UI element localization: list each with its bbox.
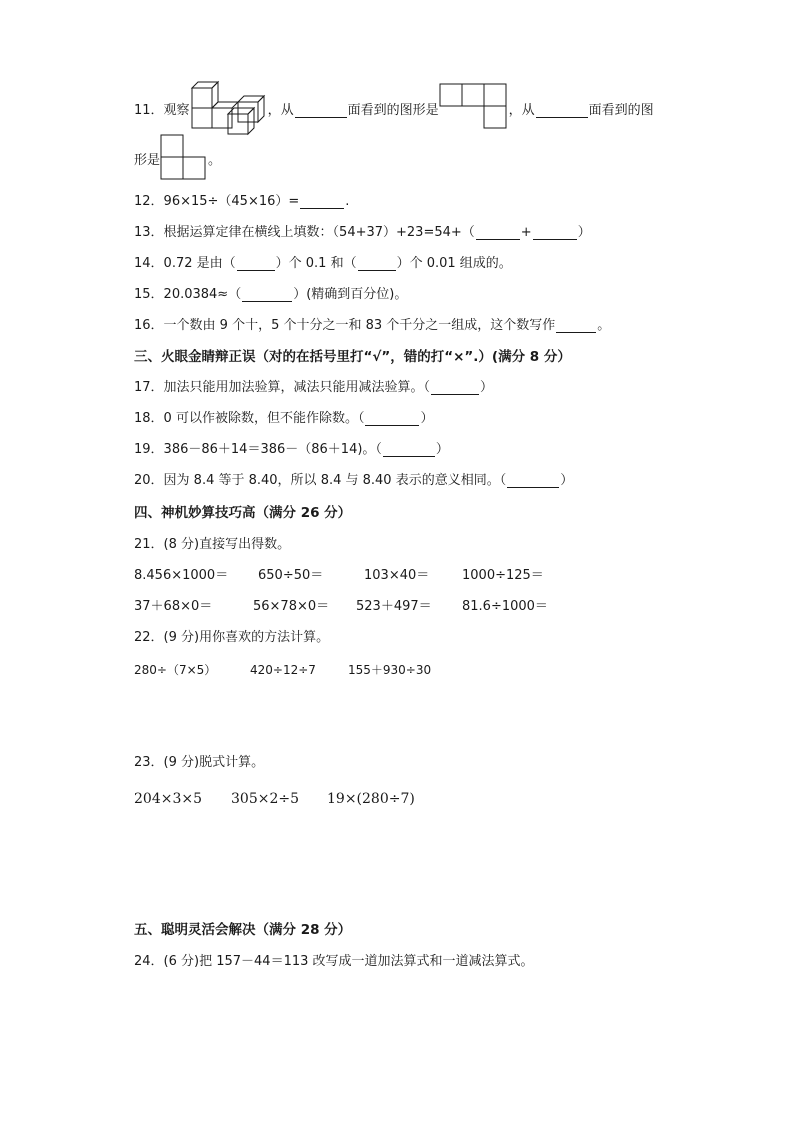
- q13-end: ）: [577, 225, 591, 240]
- q12-blank[interactable]: [300, 196, 344, 209]
- q16-blank[interactable]: [556, 320, 596, 333]
- q17-part-1: 17．加法只能用加法验算，减法只能用减法验算。（: [134, 380, 431, 395]
- q13-blank-2[interactable]: [533, 227, 577, 240]
- question-18: [134, 410, 433, 429]
- q14-part-3: ）个 0.01 组成的。: [396, 256, 512, 271]
- q14-blank-1[interactable]: [237, 258, 275, 271]
- q12-end: .: [345, 194, 350, 209]
- q20-part-2: ）: [560, 473, 574, 488]
- q21-item-5: 37＋68×0＝: [134, 599, 213, 614]
- q13-blank-1[interactable]: [476, 227, 520, 240]
- section-3-heading: 三、火眼金睛辩正误（对的在括号里打“√”，错的打“×”.）(满分 8 分）: [134, 349, 571, 365]
- section-4-heading: 四、神机妙算技巧高（满分 26 分）: [134, 505, 352, 521]
- cube-stack-figure: [190, 80, 268, 142]
- section-5-heading: 五、聪明灵活会解决（满分 28 分）: [134, 922, 352, 938]
- q17-blank[interactable]: [431, 382, 479, 395]
- q16-part-1: 16．一个数由 9 个十，5 个十分之一和 83 个千分之一组成，这个数写作: [134, 318, 556, 333]
- q11-line2-prefix: 形是: [134, 153, 161, 168]
- q12-text: 12．96×15÷（45×16）=: [134, 194, 300, 209]
- q22-item-3: 155＋930÷30: [348, 663, 432, 677]
- q21-item-4: 1000÷125＝: [462, 568, 544, 583]
- q11-blank-2[interactable]: [536, 105, 588, 118]
- q21-item-1: 8.456×1000＝: [134, 568, 229, 583]
- q20-part-1: 20．因为 8.4 等于 8.40，所以 8.4 与 8.40 表示的意义相同。（: [134, 473, 507, 488]
- q11-observe: 观察: [163, 103, 190, 118]
- q13-plus: +: [520, 225, 532, 240]
- q14-part-2: ）个 0.1 和（: [275, 256, 357, 271]
- q22-item-1: 280÷（7×5）: [134, 663, 217, 677]
- q21-item-8: 81.6÷1000＝: [462, 599, 548, 614]
- q21-item-7: 523＋497＝: [356, 599, 432, 614]
- q20-blank[interactable]: [507, 475, 559, 488]
- q18-blank[interactable]: [365, 413, 419, 426]
- q18-part-1: 18．0 可以作被除数，但不能作除数。（: [134, 411, 365, 426]
- question-16: [134, 317, 610, 336]
- q23-item-1: 204×3×5: [134, 791, 202, 807]
- q14-part-1: 14．0.72 是由（: [134, 256, 236, 271]
- q15-blank[interactable]: [242, 289, 292, 302]
- q23-item-2: 305×2÷5: [231, 791, 299, 807]
- q11-from-1: ，从: [267, 103, 294, 118]
- question-21-title: 21．(8 分)直接写出得数。: [134, 537, 291, 552]
- q17-part-2: ）: [480, 380, 494, 395]
- q15-part-1: 15．20.0384≈（: [134, 287, 242, 302]
- q13-text: 13．根据运算定律在横线上填数：（54+37）+23=54+（: [134, 225, 475, 240]
- q18-part-2: ）: [420, 411, 434, 426]
- question-17: [134, 379, 493, 398]
- q11-line2-suffix: 。: [208, 153, 222, 168]
- q19-part-2: ）: [435, 442, 449, 457]
- question-24: 24．(6 分)把 157－44＝113 改写成一道加法算式和一道减法算式。: [134, 954, 534, 969]
- q11-number: 11．: [134, 103, 164, 118]
- q21-item-6: 56×78×0＝: [253, 599, 330, 614]
- question-19: [134, 441, 449, 460]
- q11-blank-1[interactable]: [295, 105, 347, 118]
- question-13: [134, 224, 591, 243]
- question-12: [134, 193, 349, 212]
- q11-see-shape: 面看到的图形是: [347, 103, 439, 118]
- q15-part-2: ）(精确到百分位)。: [293, 287, 408, 302]
- q11-from-2: ，从: [508, 103, 535, 118]
- question-20: [134, 472, 573, 491]
- question-15: [134, 286, 407, 305]
- view-shape-figure-2: [160, 134, 208, 188]
- q22-item-2: 420÷12÷7: [250, 663, 316, 677]
- q19-part-1: 19．386－86＋14＝386－（86＋14)。（: [134, 442, 382, 457]
- question-22-title: 22．(9 分)用你喜欢的方法计算。: [134, 630, 330, 645]
- question-11-line-1: [134, 80, 654, 142]
- q19-blank[interactable]: [383, 444, 435, 457]
- question-14: [134, 255, 512, 274]
- q23-item-3: 19×(280÷7): [327, 791, 415, 807]
- q14-blank-2[interactable]: [358, 258, 396, 271]
- question-11-line-2: [134, 134, 221, 188]
- view-shape-figure-1: [439, 83, 509, 139]
- q16-part-2: 。: [597, 318, 611, 333]
- q21-item-2: 650÷50＝: [258, 568, 324, 583]
- q11-see-shape-2: 面看到的图: [588, 103, 654, 118]
- question-23-title: 23．(9 分)脱式计算。: [134, 755, 265, 770]
- q21-item-3: 103×40＝: [364, 568, 430, 583]
